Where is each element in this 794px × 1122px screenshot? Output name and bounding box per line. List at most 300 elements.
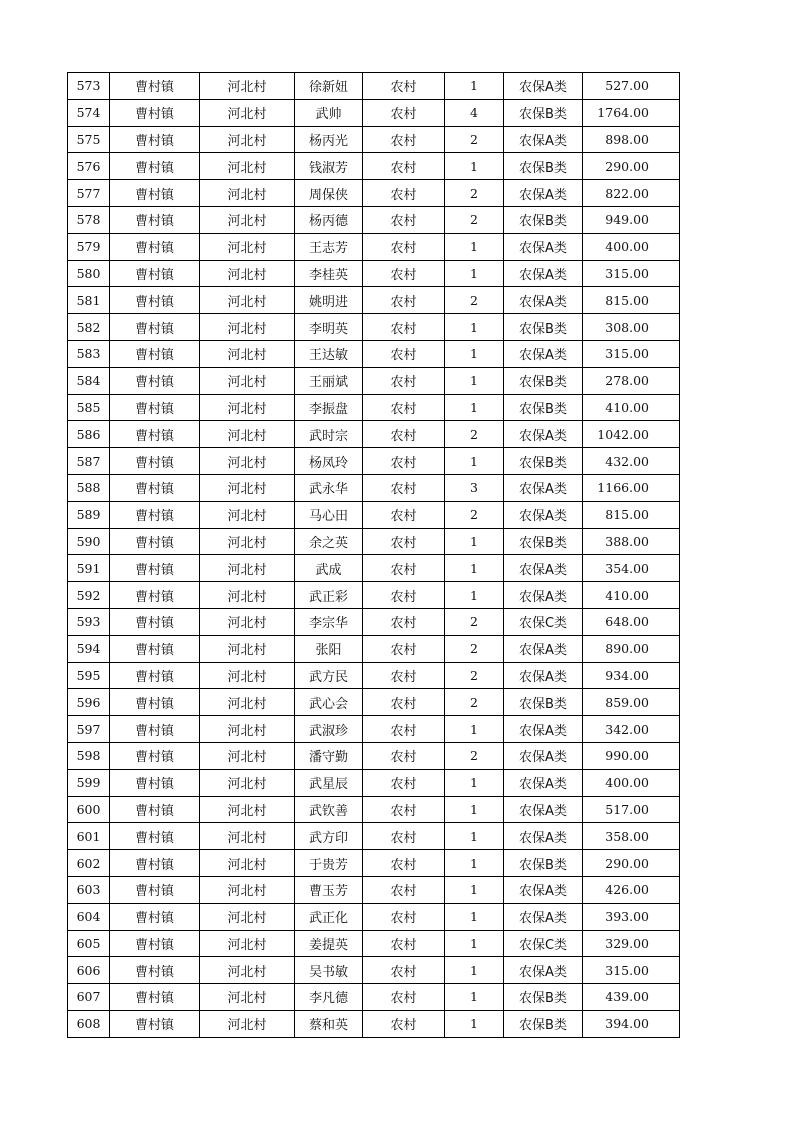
household-count-cell: 2 bbox=[445, 742, 504, 769]
row-number-cell: 574 bbox=[68, 99, 110, 126]
area-type-cell: 农村 bbox=[363, 555, 445, 582]
name-cell: 杨丙德 bbox=[295, 206, 363, 233]
name-cell: 武心会 bbox=[295, 689, 363, 716]
table-row bbox=[68, 635, 680, 662]
name-cell: 姚明进 bbox=[295, 287, 363, 314]
amount-cell: 358.00 bbox=[583, 823, 680, 850]
name-cell: 李明英 bbox=[295, 314, 363, 341]
area-type-cell: 农村 bbox=[363, 233, 445, 260]
household-count-cell: 1 bbox=[445, 394, 504, 421]
name-cell: 潘守勤 bbox=[295, 742, 363, 769]
amount-cell: 394.00 bbox=[583, 1010, 680, 1037]
name-cell: 钱淑芳 bbox=[295, 153, 363, 180]
name-cell: 武方印 bbox=[295, 823, 363, 850]
row-number-cell: 602 bbox=[68, 850, 110, 877]
town-cell: 曹村镇 bbox=[110, 555, 200, 582]
village-cell: 河北村 bbox=[200, 555, 295, 582]
row-number-cell: 601 bbox=[68, 823, 110, 850]
table-row bbox=[68, 367, 680, 394]
row-number-cell: 593 bbox=[68, 608, 110, 635]
household-count-cell: 1 bbox=[445, 528, 504, 555]
area-type-cell: 农村 bbox=[363, 421, 445, 448]
row-number-cell: 577 bbox=[68, 180, 110, 207]
town-cell: 曹村镇 bbox=[110, 582, 200, 609]
village-cell: 河北村 bbox=[200, 394, 295, 421]
household-count-cell: 2 bbox=[445, 689, 504, 716]
insurance-category-cell: 农保C类 bbox=[504, 930, 583, 957]
row-number-cell: 587 bbox=[68, 448, 110, 475]
insurance-category-cell: 农保A类 bbox=[504, 340, 583, 367]
table-row bbox=[68, 742, 680, 769]
insurance-category-cell: 农保B类 bbox=[504, 689, 583, 716]
name-cell: 杨凤玲 bbox=[295, 448, 363, 475]
town-cell: 曹村镇 bbox=[110, 448, 200, 475]
name-cell: 武正化 bbox=[295, 903, 363, 930]
village-cell: 河北村 bbox=[200, 153, 295, 180]
table-row bbox=[68, 796, 680, 823]
amount-cell: 315.00 bbox=[583, 260, 680, 287]
town-cell: 曹村镇 bbox=[110, 608, 200, 635]
area-type-cell: 农村 bbox=[363, 287, 445, 314]
town-cell: 曹村镇 bbox=[110, 474, 200, 501]
household-count-cell: 2 bbox=[445, 287, 504, 314]
table-row bbox=[68, 206, 680, 233]
amount-cell: 815.00 bbox=[583, 287, 680, 314]
town-cell: 曹村镇 bbox=[110, 180, 200, 207]
town-cell: 曹村镇 bbox=[110, 769, 200, 796]
insurance-category-cell: 农保A类 bbox=[504, 796, 583, 823]
table-row bbox=[68, 689, 680, 716]
insurance-category-cell: 农保A类 bbox=[504, 635, 583, 662]
amount-cell: 290.00 bbox=[583, 153, 680, 180]
area-type-cell: 农村 bbox=[363, 716, 445, 743]
name-cell: 吴书敏 bbox=[295, 957, 363, 984]
area-type-cell: 农村 bbox=[363, 635, 445, 662]
table-row bbox=[68, 394, 680, 421]
insurance-category-cell: 农保A类 bbox=[504, 555, 583, 582]
village-cell: 河北村 bbox=[200, 233, 295, 260]
town-cell: 曹村镇 bbox=[110, 635, 200, 662]
insurance-category-cell: 农保B类 bbox=[504, 153, 583, 180]
area-type-cell: 农村 bbox=[363, 153, 445, 180]
table-row bbox=[68, 287, 680, 314]
household-count-cell: 1 bbox=[445, 716, 504, 743]
town-cell: 曹村镇 bbox=[110, 742, 200, 769]
household-count-cell: 1 bbox=[445, 260, 504, 287]
name-cell: 李宗华 bbox=[295, 608, 363, 635]
table-row bbox=[68, 314, 680, 341]
name-cell: 武方民 bbox=[295, 662, 363, 689]
town-cell: 曹村镇 bbox=[110, 421, 200, 448]
amount-cell: 432.00 bbox=[583, 448, 680, 475]
amount-cell: 1042.00 bbox=[583, 421, 680, 448]
table-row bbox=[68, 99, 680, 126]
village-cell: 河北村 bbox=[200, 448, 295, 475]
amount-cell: 990.00 bbox=[583, 742, 680, 769]
table-row bbox=[68, 153, 680, 180]
table-row bbox=[68, 582, 680, 609]
amount-cell: 315.00 bbox=[583, 340, 680, 367]
household-count-cell: 2 bbox=[445, 501, 504, 528]
amount-cell: 315.00 bbox=[583, 957, 680, 984]
row-number-cell: 583 bbox=[68, 340, 110, 367]
insurance-category-cell: 农保A类 bbox=[504, 662, 583, 689]
household-count-cell: 3 bbox=[445, 474, 504, 501]
household-count-cell: 1 bbox=[445, 876, 504, 903]
area-type-cell: 农村 bbox=[363, 984, 445, 1011]
village-cell: 河北村 bbox=[200, 582, 295, 609]
area-type-cell: 农村 bbox=[363, 448, 445, 475]
household-count-cell: 1 bbox=[445, 903, 504, 930]
village-cell: 河北村 bbox=[200, 314, 295, 341]
amount-cell: 934.00 bbox=[583, 662, 680, 689]
table-row bbox=[68, 984, 680, 1011]
name-cell: 李桂英 bbox=[295, 260, 363, 287]
village-cell: 河北村 bbox=[200, 421, 295, 448]
town-cell: 曹村镇 bbox=[110, 233, 200, 260]
amount-cell: 517.00 bbox=[583, 796, 680, 823]
insurance-category-cell: 农保A类 bbox=[504, 73, 583, 100]
table-row bbox=[68, 769, 680, 796]
insurance-category-cell: 农保A类 bbox=[504, 582, 583, 609]
insurance-category-cell: 农保A类 bbox=[504, 742, 583, 769]
name-cell: 武成 bbox=[295, 555, 363, 582]
household-count-cell: 1 bbox=[445, 984, 504, 1011]
household-count-cell: 1 bbox=[445, 555, 504, 582]
village-cell: 河北村 bbox=[200, 367, 295, 394]
insurance-category-cell: 农保B类 bbox=[504, 1010, 583, 1037]
row-number-cell: 575 bbox=[68, 126, 110, 153]
amount-cell: 278.00 bbox=[583, 367, 680, 394]
household-count-cell: 2 bbox=[445, 662, 504, 689]
amount-cell: 949.00 bbox=[583, 206, 680, 233]
table-row bbox=[68, 474, 680, 501]
household-count-cell: 1 bbox=[445, 448, 504, 475]
name-cell: 王志芳 bbox=[295, 233, 363, 260]
row-number-cell: 576 bbox=[68, 153, 110, 180]
village-cell: 河北村 bbox=[200, 662, 295, 689]
village-cell: 河北村 bbox=[200, 796, 295, 823]
village-cell: 河北村 bbox=[200, 957, 295, 984]
area-type-cell: 农村 bbox=[363, 314, 445, 341]
village-cell: 河北村 bbox=[200, 903, 295, 930]
amount-cell: 1764.00 bbox=[583, 99, 680, 126]
household-count-cell: 1 bbox=[445, 930, 504, 957]
insurance-category-cell: 农保B类 bbox=[504, 448, 583, 475]
village-cell: 河北村 bbox=[200, 823, 295, 850]
town-cell: 曹村镇 bbox=[110, 73, 200, 100]
row-number-cell: 590 bbox=[68, 528, 110, 555]
table-row bbox=[68, 260, 680, 287]
name-cell: 杨丙光 bbox=[295, 126, 363, 153]
household-count-cell: 1 bbox=[445, 233, 504, 260]
insurance-category-cell: 农保A类 bbox=[504, 287, 583, 314]
town-cell: 曹村镇 bbox=[110, 716, 200, 743]
village-cell: 河北村 bbox=[200, 930, 295, 957]
amount-cell: 822.00 bbox=[583, 180, 680, 207]
area-type-cell: 农村 bbox=[363, 1010, 445, 1037]
village-cell: 河北村 bbox=[200, 742, 295, 769]
area-type-cell: 农村 bbox=[363, 180, 445, 207]
village-cell: 河北村 bbox=[200, 287, 295, 314]
insurance-category-cell: 农保B类 bbox=[504, 394, 583, 421]
area-type-cell: 农村 bbox=[363, 394, 445, 421]
name-cell: 武时宗 bbox=[295, 421, 363, 448]
row-number-cell: 597 bbox=[68, 716, 110, 743]
table-row bbox=[68, 528, 680, 555]
table-row bbox=[68, 850, 680, 877]
insurance-category-cell: 农保A类 bbox=[504, 876, 583, 903]
amount-cell: 342.00 bbox=[583, 716, 680, 743]
insurance-category-cell: 农保A类 bbox=[504, 823, 583, 850]
amount-cell: 354.00 bbox=[583, 555, 680, 582]
insurance-category-cell: 农保A类 bbox=[504, 501, 583, 528]
table-row bbox=[68, 903, 680, 930]
area-type-cell: 农村 bbox=[363, 73, 445, 100]
area-type-cell: 农村 bbox=[363, 582, 445, 609]
insurance-category-cell: 农保B类 bbox=[504, 850, 583, 877]
household-count-cell: 2 bbox=[445, 421, 504, 448]
name-cell: 李凡德 bbox=[295, 984, 363, 1011]
name-cell: 武正彩 bbox=[295, 582, 363, 609]
name-cell: 武星辰 bbox=[295, 769, 363, 796]
town-cell: 曹村镇 bbox=[110, 984, 200, 1011]
village-cell: 河北村 bbox=[200, 501, 295, 528]
insurance-category-cell: 农保A类 bbox=[504, 233, 583, 260]
town-cell: 曹村镇 bbox=[110, 153, 200, 180]
name-cell: 张阳 bbox=[295, 635, 363, 662]
name-cell: 王丽斌 bbox=[295, 367, 363, 394]
area-type-cell: 农村 bbox=[363, 206, 445, 233]
area-type-cell: 农村 bbox=[363, 528, 445, 555]
table-body bbox=[68, 73, 680, 1038]
household-count-cell: 2 bbox=[445, 206, 504, 233]
name-cell: 武永华 bbox=[295, 474, 363, 501]
village-cell: 河北村 bbox=[200, 180, 295, 207]
insurance-category-cell: 农保B类 bbox=[504, 984, 583, 1011]
household-count-cell: 1 bbox=[445, 850, 504, 877]
village-cell: 河北村 bbox=[200, 528, 295, 555]
amount-cell: 648.00 bbox=[583, 608, 680, 635]
row-number-cell: 594 bbox=[68, 635, 110, 662]
household-count-cell: 1 bbox=[445, 367, 504, 394]
row-number-cell: 573 bbox=[68, 73, 110, 100]
name-cell: 于贵芳 bbox=[295, 850, 363, 877]
table-row bbox=[68, 716, 680, 743]
town-cell: 曹村镇 bbox=[110, 689, 200, 716]
table-row bbox=[68, 126, 680, 153]
table-row bbox=[68, 340, 680, 367]
household-count-cell: 1 bbox=[445, 582, 504, 609]
amount-cell: 308.00 bbox=[583, 314, 680, 341]
village-cell: 河北村 bbox=[200, 984, 295, 1011]
household-count-cell: 1 bbox=[445, 153, 504, 180]
town-cell: 曹村镇 bbox=[110, 206, 200, 233]
row-number-cell: 582 bbox=[68, 314, 110, 341]
data-table-container bbox=[67, 72, 679, 1038]
name-cell: 曹玉芳 bbox=[295, 876, 363, 903]
household-count-cell: 1 bbox=[445, 314, 504, 341]
insurance-category-cell: 农保A类 bbox=[504, 260, 583, 287]
town-cell: 曹村镇 bbox=[110, 796, 200, 823]
insurance-category-cell: 农保A类 bbox=[504, 180, 583, 207]
table-row bbox=[68, 233, 680, 260]
amount-cell: 898.00 bbox=[583, 126, 680, 153]
village-cell: 河北村 bbox=[200, 99, 295, 126]
table-row bbox=[68, 608, 680, 635]
town-cell: 曹村镇 bbox=[110, 99, 200, 126]
village-cell: 河北村 bbox=[200, 850, 295, 877]
table-row bbox=[68, 1010, 680, 1037]
name-cell: 武帅 bbox=[295, 99, 363, 126]
amount-cell: 290.00 bbox=[583, 850, 680, 877]
town-cell: 曹村镇 bbox=[110, 314, 200, 341]
area-type-cell: 农村 bbox=[363, 340, 445, 367]
row-number-cell: 586 bbox=[68, 421, 110, 448]
name-cell: 蔡和英 bbox=[295, 1010, 363, 1037]
amount-cell: 329.00 bbox=[583, 930, 680, 957]
insurance-category-cell: 农保C类 bbox=[504, 608, 583, 635]
amount-cell: 859.00 bbox=[583, 689, 680, 716]
household-count-cell: 1 bbox=[445, 340, 504, 367]
town-cell: 曹村镇 bbox=[110, 957, 200, 984]
town-cell: 曹村镇 bbox=[110, 1010, 200, 1037]
name-cell: 马心田 bbox=[295, 501, 363, 528]
area-type-cell: 农村 bbox=[363, 876, 445, 903]
insurance-category-cell: 农保A类 bbox=[504, 474, 583, 501]
row-number-cell: 578 bbox=[68, 206, 110, 233]
insurance-category-cell: 农保A类 bbox=[504, 126, 583, 153]
household-count-cell: 2 bbox=[445, 126, 504, 153]
household-count-cell: 1 bbox=[445, 823, 504, 850]
household-count-cell: 2 bbox=[445, 608, 504, 635]
area-type-cell: 农村 bbox=[363, 367, 445, 394]
table-row bbox=[68, 930, 680, 957]
amount-cell: 426.00 bbox=[583, 876, 680, 903]
row-number-cell: 603 bbox=[68, 876, 110, 903]
amount-cell: 400.00 bbox=[583, 233, 680, 260]
row-number-cell: 607 bbox=[68, 984, 110, 1011]
amount-cell: 815.00 bbox=[583, 501, 680, 528]
row-number-cell: 604 bbox=[68, 903, 110, 930]
household-count-cell: 1 bbox=[445, 796, 504, 823]
name-cell: 周保侠 bbox=[295, 180, 363, 207]
row-number-cell: 596 bbox=[68, 689, 110, 716]
area-type-cell: 农村 bbox=[363, 930, 445, 957]
town-cell: 曹村镇 bbox=[110, 501, 200, 528]
amount-cell: 1166.00 bbox=[583, 474, 680, 501]
row-number-cell: 588 bbox=[68, 474, 110, 501]
amount-cell: 388.00 bbox=[583, 528, 680, 555]
name-cell: 姜提英 bbox=[295, 930, 363, 957]
town-cell: 曹村镇 bbox=[110, 528, 200, 555]
town-cell: 曹村镇 bbox=[110, 367, 200, 394]
area-type-cell: 农村 bbox=[363, 742, 445, 769]
area-type-cell: 农村 bbox=[363, 689, 445, 716]
row-number-cell: 584 bbox=[68, 367, 110, 394]
amount-cell: 400.00 bbox=[583, 769, 680, 796]
town-cell: 曹村镇 bbox=[110, 340, 200, 367]
table-row bbox=[68, 180, 680, 207]
area-type-cell: 农村 bbox=[363, 850, 445, 877]
household-count-cell: 4 bbox=[445, 99, 504, 126]
village-cell: 河北村 bbox=[200, 1010, 295, 1037]
name-cell: 李振盘 bbox=[295, 394, 363, 421]
town-cell: 曹村镇 bbox=[110, 903, 200, 930]
area-type-cell: 农村 bbox=[363, 474, 445, 501]
row-number-cell: 605 bbox=[68, 930, 110, 957]
village-cell: 河北村 bbox=[200, 206, 295, 233]
village-cell: 河北村 bbox=[200, 769, 295, 796]
name-cell: 余之英 bbox=[295, 528, 363, 555]
insurance-category-cell: 农保A类 bbox=[504, 957, 583, 984]
name-cell: 武淑珍 bbox=[295, 716, 363, 743]
village-cell: 河北村 bbox=[200, 635, 295, 662]
amount-cell: 393.00 bbox=[583, 903, 680, 930]
village-cell: 河北村 bbox=[200, 876, 295, 903]
table-row bbox=[68, 73, 680, 100]
table-row bbox=[68, 823, 680, 850]
insurance-category-cell: 农保B类 bbox=[504, 528, 583, 555]
area-type-cell: 农村 bbox=[363, 796, 445, 823]
village-cell: 河北村 bbox=[200, 689, 295, 716]
area-type-cell: 农村 bbox=[363, 126, 445, 153]
name-cell: 王达敏 bbox=[295, 340, 363, 367]
insurance-category-cell: 农保B类 bbox=[504, 99, 583, 126]
household-count-cell: 2 bbox=[445, 635, 504, 662]
row-number-cell: 599 bbox=[68, 769, 110, 796]
town-cell: 曹村镇 bbox=[110, 126, 200, 153]
row-number-cell: 600 bbox=[68, 796, 110, 823]
town-cell: 曹村镇 bbox=[110, 930, 200, 957]
area-type-cell: 农村 bbox=[363, 608, 445, 635]
amount-cell: 527.00 bbox=[583, 73, 680, 100]
insurance-category-cell: 农保B类 bbox=[504, 314, 583, 341]
row-number-cell: 606 bbox=[68, 957, 110, 984]
insurance-category-cell: 农保B类 bbox=[504, 206, 583, 233]
village-cell: 河北村 bbox=[200, 474, 295, 501]
row-number-cell: 581 bbox=[68, 287, 110, 314]
table-row bbox=[68, 876, 680, 903]
village-cell: 河北村 bbox=[200, 340, 295, 367]
town-cell: 曹村镇 bbox=[110, 260, 200, 287]
table-row bbox=[68, 448, 680, 475]
area-type-cell: 农村 bbox=[363, 501, 445, 528]
row-number-cell: 598 bbox=[68, 742, 110, 769]
town-cell: 曹村镇 bbox=[110, 850, 200, 877]
area-type-cell: 农村 bbox=[363, 903, 445, 930]
town-cell: 曹村镇 bbox=[110, 662, 200, 689]
village-cell: 河北村 bbox=[200, 716, 295, 743]
insurance-category-cell: 农保A类 bbox=[504, 769, 583, 796]
area-type-cell: 农村 bbox=[363, 957, 445, 984]
row-number-cell: 585 bbox=[68, 394, 110, 421]
row-number-cell: 595 bbox=[68, 662, 110, 689]
insurance-category-cell: 农保B类 bbox=[504, 367, 583, 394]
table-row bbox=[68, 957, 680, 984]
name-cell: 武钦善 bbox=[295, 796, 363, 823]
table-row bbox=[68, 501, 680, 528]
household-count-cell: 2 bbox=[445, 180, 504, 207]
row-number-cell: 580 bbox=[68, 260, 110, 287]
row-number-cell: 592 bbox=[68, 582, 110, 609]
name-cell: 徐新妞 bbox=[295, 73, 363, 100]
household-count-cell: 1 bbox=[445, 73, 504, 100]
table-row bbox=[68, 421, 680, 448]
village-cell: 河北村 bbox=[200, 608, 295, 635]
village-cell: 河北村 bbox=[200, 260, 295, 287]
town-cell: 曹村镇 bbox=[110, 876, 200, 903]
